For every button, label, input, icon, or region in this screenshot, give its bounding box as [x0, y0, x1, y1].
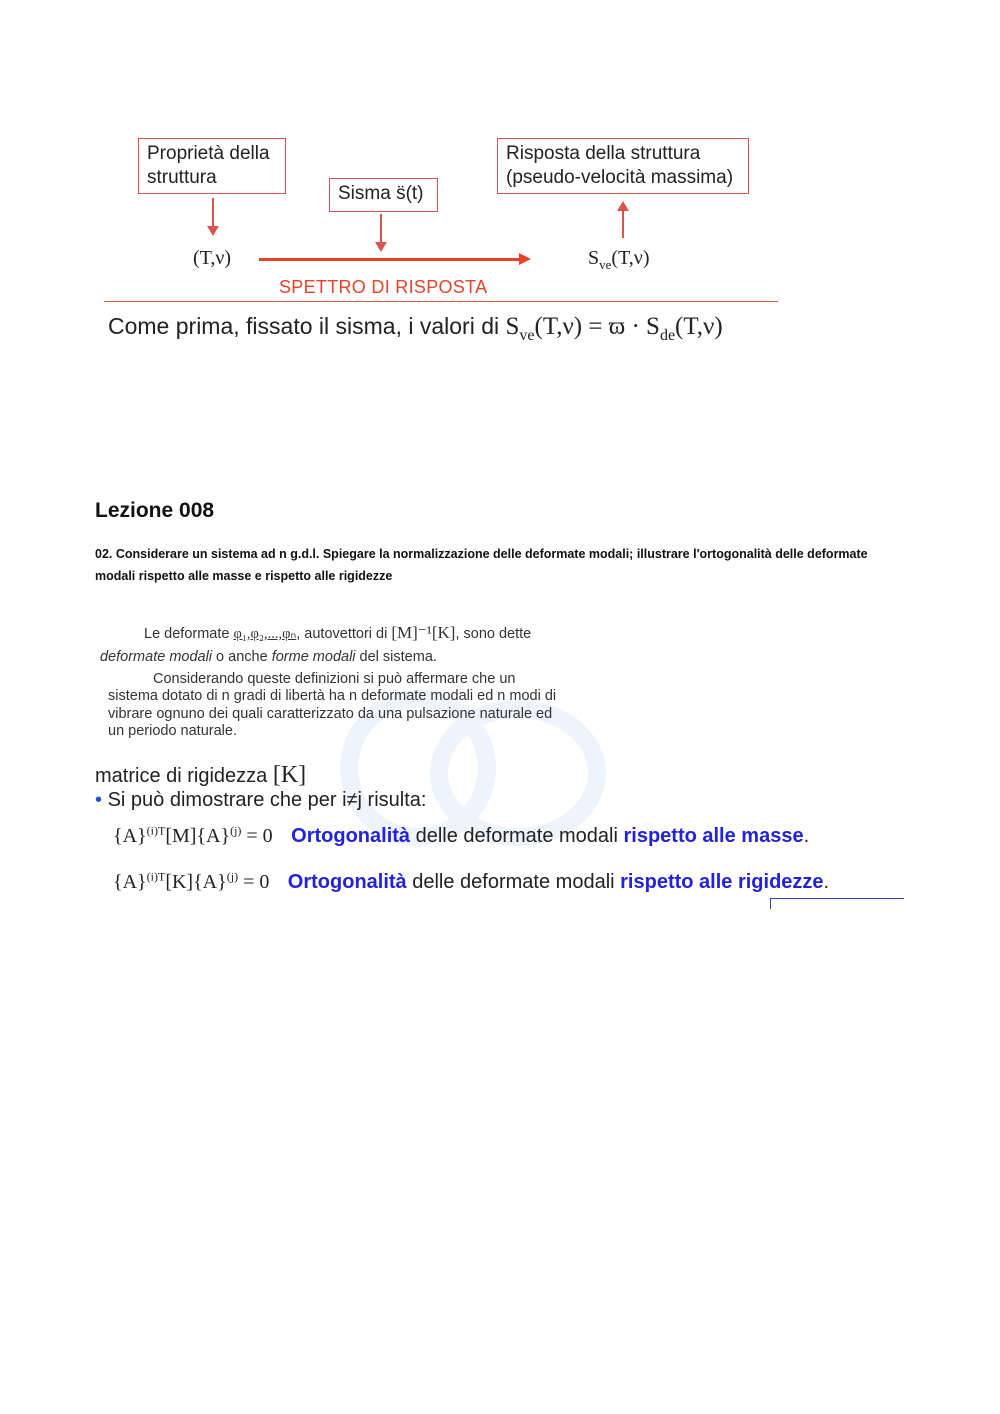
definition-p2-line4: un periodo naturale.	[108, 723, 237, 739]
lesson-title: Lezione 008	[95, 499, 215, 522]
bullet-intro: • Si può dimostrare che per i≠j risulta:	[95, 789, 427, 811]
structure-properties-line2: struttura	[147, 167, 217, 188]
structure-response-box	[497, 138, 749, 194]
cropped-box-fragment	[770, 898, 904, 909]
arrow-up-right	[622, 210, 624, 238]
response-spectrum-arrow	[259, 258, 521, 261]
definition-p2-line1: Considerando queste definizioni si può affermare che un	[153, 671, 516, 687]
earthquake-box	[329, 178, 438, 212]
definition-line2: deformate modali o anche forme modali del sistema.	[100, 649, 437, 665]
stiffness-matrix-label: matrice di rigidezza [K]	[95, 762, 307, 788]
definition-p2-line2: sistema dotato di n gradi di libertà ha n deformate modali ed n modi di	[108, 688, 557, 704]
structure-response-line1: Risposta della struttura	[506, 143, 701, 164]
definition-line1: Le deformate φ₁,φ₂,...,φₙ, autovettori di [M]⁻¹[K], sono dette	[144, 623, 532, 642]
orthogonality-mass-row: $\{A\}^{(i)T}[M]\{A\}^{(j)} = 0$ Ortogonalità delle deformate modali rispetto alle masse.	[113, 823, 810, 847]
question-text: 02. Considerare un sistema ad n g.d.l. Spiegare la normalizzazione delle deformate modali; illustrare l'ortogonalità delle deformate modali rispetto alle masse e rispetto alle rigidezze	[95, 547, 868, 583]
structure-properties-box	[138, 138, 286, 194]
orthogonality-stiffness-row: $\{A\}^{(i)T}[K]\{A\}^{(j)} = 0$ Ortogonalità delle deformate modali rispetto alle rigidezze.	[113, 869, 830, 893]
right-param: $S_{ve}(T,\nu)$	[588, 247, 650, 272]
structure-properties-line1: Proprietà della	[147, 143, 270, 164]
earthquake-label: Sisma s̈(t)	[338, 183, 424, 204]
structure-response-line2: (pseudo-velocità massima)	[506, 167, 734, 188]
response-spectrum-label: SPETTRO DI RISPOSTA	[279, 277, 488, 297]
left-param: (T,ν)	[193, 247, 232, 269]
arrow-down-center	[380, 214, 382, 244]
arrow-down-left	[212, 198, 214, 228]
divider-line	[104, 301, 778, 302]
formula-line: Come prima, fissato il sisma, i valori di $S_{ve}(T,\nu) = ϖ \cdot S_{de}(T,\nu)$	[108, 313, 723, 344]
definition-p2-line3: vibrare ognuno dei quali caratterizzato da una pulsazione naturale ed	[108, 706, 553, 722]
